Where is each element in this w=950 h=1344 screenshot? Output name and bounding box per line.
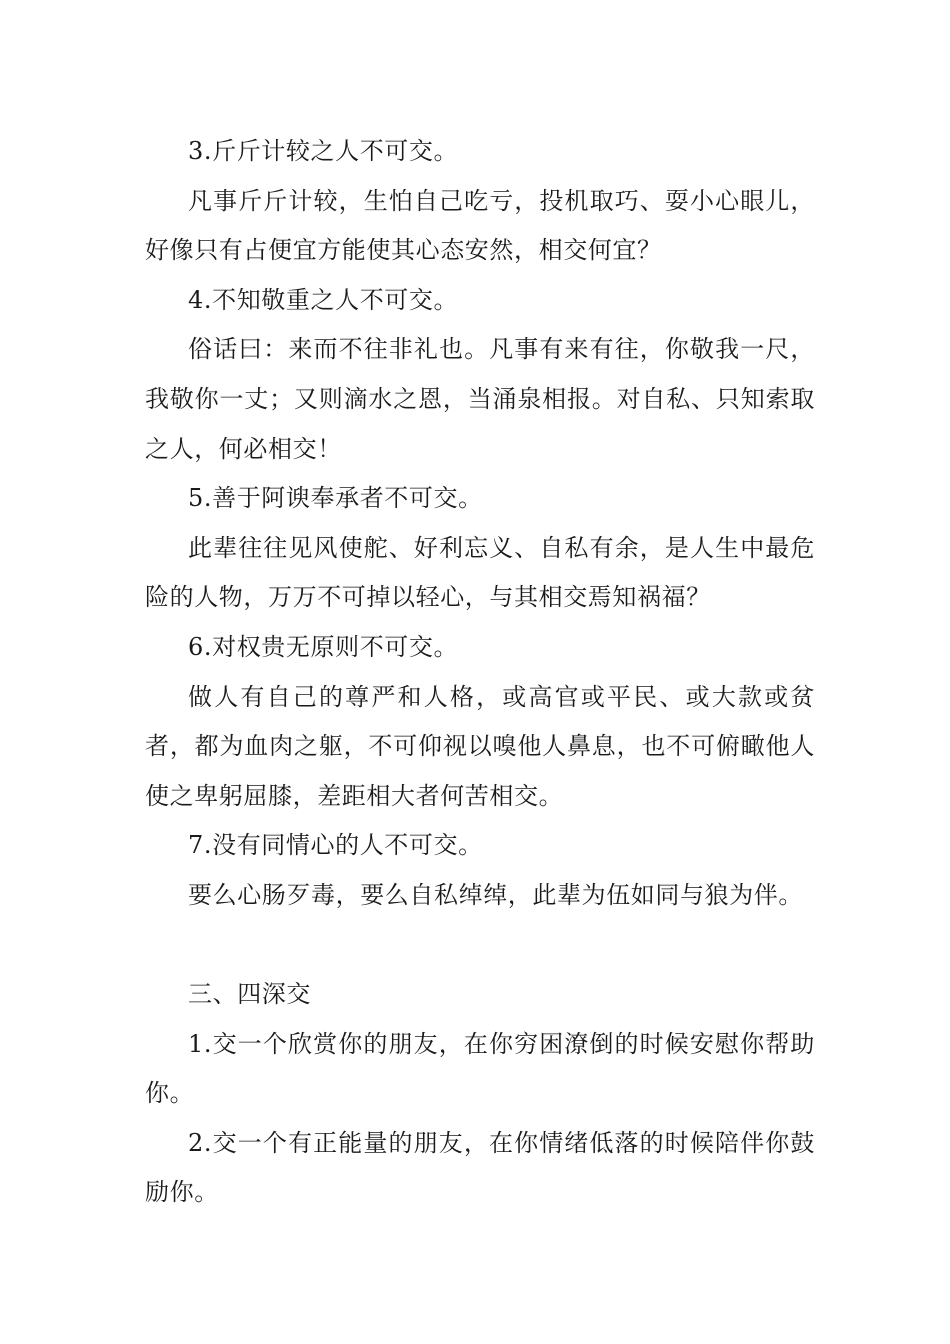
paragraph-6: 做人有自己的尊严和人格，或高官或平民、或大款或贫者，都为血肉之躯，不可仰视以嗅他人鼻息，也不可俯瞰他人使之卑躬屈膝，差距相大者何苦相交。 (145, 682, 815, 810)
item-heading-6: 6.对权贵无原则不可交。 (188, 632, 459, 661)
item-heading-5: 5.善于阿谀奉承者不可交。 (188, 484, 483, 513)
item-heading-7: 7.没有同情心的人不可交。 (188, 831, 483, 860)
document-body (145, 127, 815, 1218)
paragraph-3: 凡事斤斤计较，生怕自己吃亏，投机取巧、耍小心眼儿，好像只有占便宜方能使其心态安然，相交何宜？ (145, 186, 815, 265)
paragraph-4: 俗话曰：来而不往非礼也。凡事有来有往，你敬我一尺，我敬你一丈；又则滴水之恩，当涌泉相报。对自私、只知索取之人，何必相交！ (145, 335, 815, 463)
section-paragraph-1: 1.交一个欣赏你的朋友，在你穷困潦倒的时候安慰你帮助你。 (145, 1029, 815, 1108)
paragraph-7: 要么心肠歹毒，要么自私绰绰，此辈为伍如同与狼为伴。 (188, 880, 803, 909)
section-paragraph-2: 2.交一个有正能量的朋友，在你情绪低落的时候陪伴你鼓励你。 (145, 1128, 815, 1207)
section-heading: 三、四深交 (188, 980, 311, 1009)
blank-line (145, 921, 815, 971)
item-heading-3: 3.斤斤计较之人不可交。 (188, 137, 459, 165)
item-heading-4: 4.不知敬重之人不可交。 (188, 285, 459, 314)
paragraph-5: 此辈往往见风使舵、好利忘义、自私有余，是人生中最危险的人物，万万不可掉以轻心，与其相交焉知祸福？ (145, 533, 815, 612)
